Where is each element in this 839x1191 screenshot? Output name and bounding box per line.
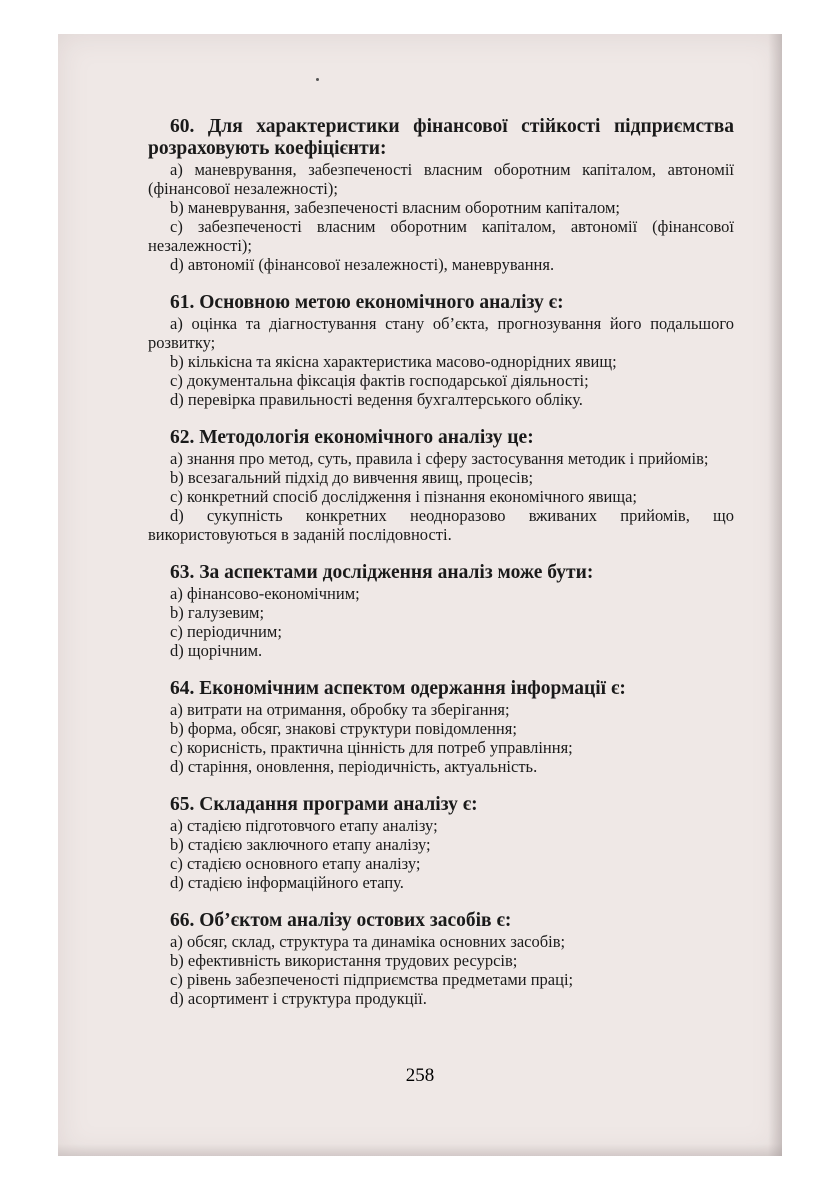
answer-option: а) стадією підготовчого етапу аналізу; <box>170 816 438 835</box>
question-60 <box>148 116 734 274</box>
question-61 <box>148 292 734 409</box>
question-title: 63. За аспектами дослідження аналіз може бути: <box>170 562 594 583</box>
answer-option: c) рівень забезпеченості підприємства предметами праці; <box>170 970 574 989</box>
speck <box>316 78 319 81</box>
answer-option: b) кількісна та якісна характеристика масово-однорідних явищ; <box>170 352 617 371</box>
answer-option: d) асортимент і структура продукції. <box>170 989 427 1008</box>
answer-option: d) щорічним. <box>170 641 263 660</box>
answer-option: c) забезпеченості власним оборотним капіталом, автономії (фінансової незалежності); <box>148 217 734 255</box>
question-64 <box>148 678 734 776</box>
answer-option: d) старіння, оновлення, періодичність, актуальність. <box>170 757 538 776</box>
question-title: 65. Складання програми аналізу є: <box>170 794 478 815</box>
questions-list <box>148 116 734 1026</box>
question-title: 64. Економічним аспектом одержання інформації є: <box>170 678 626 699</box>
answer-option: b) форма, обсяг, знакові структури повідомлення; <box>170 719 517 738</box>
answer-option: c) періодичним; <box>170 622 282 641</box>
question-title: 62. Методологія економічного аналізу це: <box>170 427 534 448</box>
answer-option: b) стадією заключного етапу аналізу; <box>170 835 431 854</box>
page-bottom-shadow <box>58 1144 782 1156</box>
question-66 <box>148 910 734 1008</box>
question-title: 61. Основною метою економічного аналізу є: <box>170 292 564 313</box>
answer-option: а) фінансово-економічним; <box>170 584 360 603</box>
question-title: 60. Для характеристики фінансової стійкості підприємства розраховують коефіцієнти: <box>148 116 734 159</box>
answer-option: d) перевірка правильності ведення бухгалтерського обліку. <box>170 390 583 409</box>
answer-option: b) галузевим; <box>170 603 265 622</box>
answer-option: d) автономії (фінансової незалежності), маневрування. <box>170 255 555 274</box>
question-65 <box>148 794 734 892</box>
answer-option: b) всезагальний підхід до вивчення явищ, процесів; <box>170 468 534 487</box>
answer-option: а) оцінка та діагностування стану об’єкта, прогнозування його подальшого розвитку; <box>148 314 734 352</box>
answer-option: а) витрати на отримання, обробку та зберігання; <box>170 700 510 719</box>
answer-option: c) стадією основного етапу аналізу; <box>170 854 421 873</box>
question-62 <box>148 427 734 544</box>
answer-option: b) ефективність використання трудових ресурсів; <box>170 951 518 970</box>
answer-option: а) знання про метод, суть, правила і сферу застосування методик і прийомів; <box>170 449 709 468</box>
answer-option: а) обсяг, склад, структура та динаміка основних засобів; <box>170 932 566 951</box>
answer-option: а) маневрування, забезпеченості власним оборотним капіталом, автономії (фінансової незалежності); <box>148 160 734 198</box>
page-edge-shadow <box>768 34 782 1156</box>
answer-option: d) сукупність конкретних неодноразово вживаних прийомів, що використовуються в заданій послідовності. <box>148 506 734 544</box>
page-number: 258 <box>405 1065 435 1086</box>
book-page <box>58 34 782 1156</box>
question-63 <box>148 562 734 660</box>
answer-option: c) конкретний спосіб дослідження і пізнання економічного явища; <box>170 487 637 506</box>
question-title: 66. Об’єктом аналізу остових засобів є: <box>170 910 512 931</box>
answer-option: d) стадією інформаційного етапу. <box>170 873 404 892</box>
answer-option: b) маневрування, забезпеченості власним оборотним капіталом; <box>170 198 620 217</box>
answer-option: c) документальна фіксація фактів господарської діяльності; <box>170 371 589 390</box>
answer-option: c) корисність, практична цінність для потреб управління; <box>170 738 573 757</box>
